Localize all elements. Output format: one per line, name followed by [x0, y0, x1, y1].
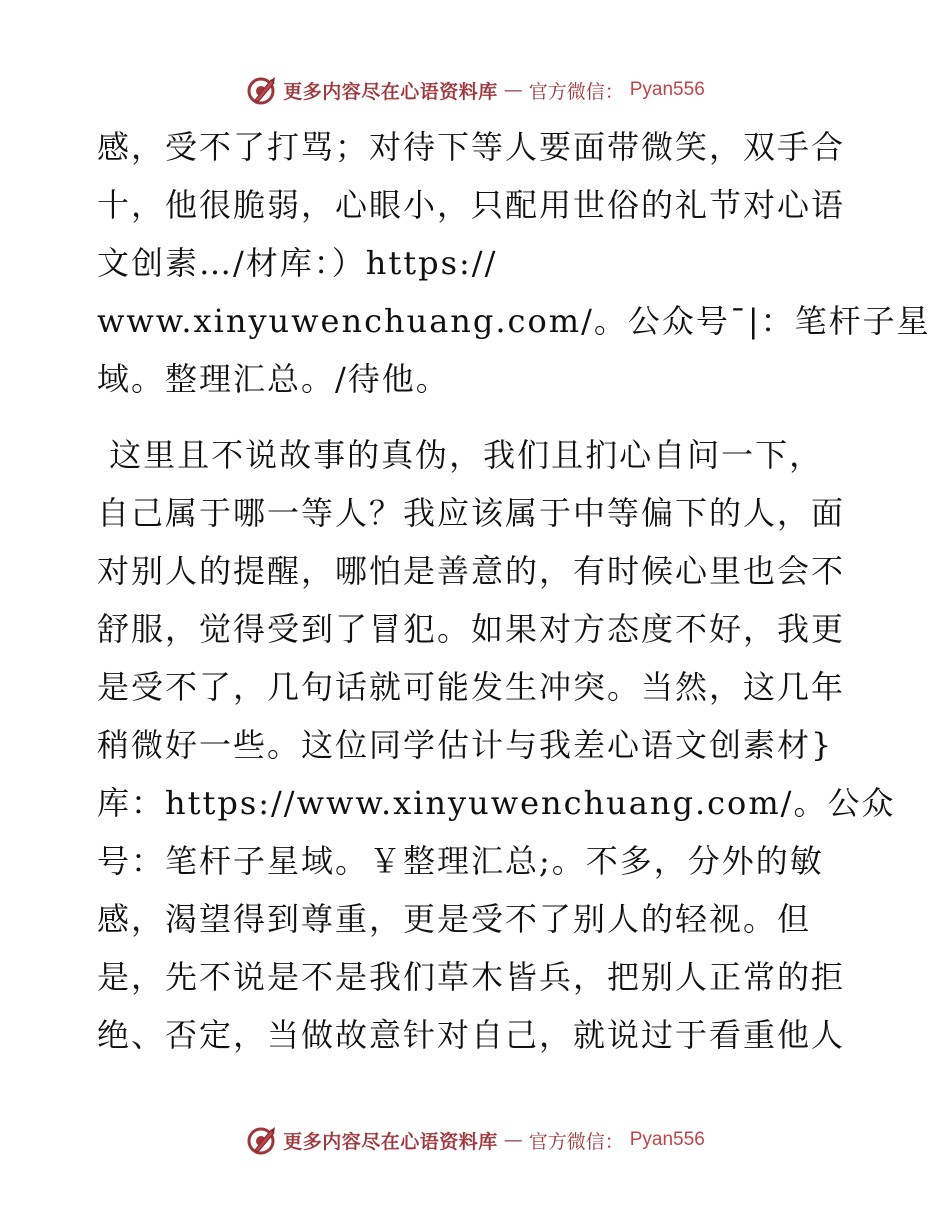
- footer-banner-inner: [245, 1124, 705, 1156]
- text-line: 域。整理汇总。/待他。: [97, 360, 450, 398]
- footer-separator: —: [503, 1129, 523, 1151]
- paragraph-gap: [97, 408, 857, 426]
- text-line: 库：https://www.xinyuwenchuang.com/。公众: [97, 784, 896, 822]
- text-line: 感，受不了打骂；对待下等人要面带微笑，双手合: [97, 128, 846, 166]
- footer-wechat-id: Pyan556: [629, 1129, 705, 1150]
- text-line: 这里且不说故事的真伪，我们且扪心自问一下，: [97, 436, 824, 474]
- text-line: 舒服，觉得受到了冒犯。如果对方态度不好，我更: [97, 610, 846, 648]
- text-line: 对别人的提醒，哪怕是善意的，有时候心里也会不: [97, 552, 846, 590]
- footer-wechat-label: 官方微信：: [528, 1130, 624, 1153]
- text-line: 自己属于哪一等人？我应该属于中等偏下的人，面: [97, 494, 846, 532]
- text-line: 感，渴望得到尊重，更是受不了别人的轻视。但: [97, 900, 812, 938]
- text-line: 十，他很脆弱，心眼小，只配用世俗的礼节对心语: [97, 186, 846, 224]
- footer-site-text: 更多内容尽在心语资料库: [283, 1130, 498, 1153]
- paragraph-2: [97, 426, 896, 1064]
- text-line: 绝、否定，当做故意针对自己，就说过于看重他人: [97, 1016, 846, 1054]
- header-banner-inner: [245, 74, 705, 106]
- text-line: www.xinyuwenchuang.com/。公众号¯|：笔杆子星: [97, 302, 931, 340]
- text-line: 文创素…/材库：）https://: [97, 244, 498, 282]
- header-wechat-id: Pyan556: [629, 79, 705, 100]
- text-line: 是受不了，几句话就可能发生冲突。当然，这几年: [97, 668, 846, 706]
- quill-pen-logo-icon: [245, 74, 277, 106]
- header-site-text: 更多内容尽在心语资料库: [283, 80, 498, 103]
- text-line: 号：笔杆子星域。￥整理汇总;。不多，分外的敏: [97, 842, 824, 880]
- footer-banner: [0, 1120, 950, 1160]
- document-body: [97, 118, 931, 1064]
- text-line: 是，先不说是不是我们草木皆兵，把别人正常的拒: [97, 958, 846, 996]
- text-line: 稍微好一些。这位同学估计与我差心语文创素材}: [97, 726, 834, 764]
- header-banner: [0, 70, 950, 110]
- paragraph-1: [97, 118, 931, 408]
- header-wechat-label: 官方微信：: [528, 80, 624, 103]
- quill-pen-logo-icon: [245, 1124, 277, 1156]
- header-separator: —: [503, 79, 523, 101]
